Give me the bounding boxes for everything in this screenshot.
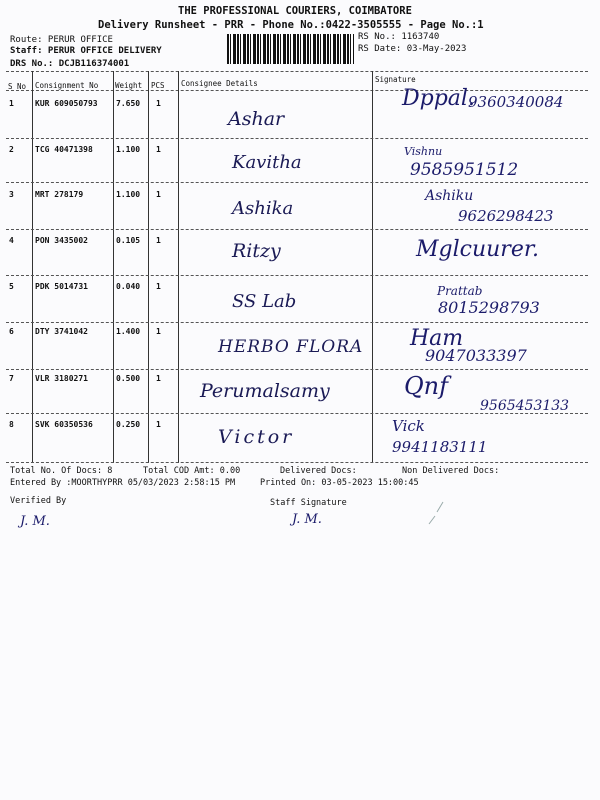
- row-weight: 0.040: [116, 282, 141, 291]
- signature-scribble: Qnf: [404, 372, 449, 400]
- drs-number: DRS No.: DCJB116374001: [10, 59, 130, 69]
- staff-signature-label: Staff Signature: [270, 498, 347, 508]
- row-consignment: VLR 3180271: [35, 374, 88, 383]
- row-divider: [6, 369, 588, 370]
- col-header-consignment: Consignment No: [35, 81, 99, 90]
- row-consignee: HERBO FLORA: [218, 337, 364, 357]
- verified-by-label: Verified By: [10, 496, 67, 506]
- row-weight: 1.400: [116, 327, 141, 336]
- row-consignee: SS Lab: [232, 291, 297, 312]
- row-sno: 3: [9, 190, 14, 199]
- col-divider: [148, 71, 149, 463]
- row-pcs: 1: [156, 420, 161, 429]
- runsheet-title: Delivery Runsheet - PRR - Phone No.:0422-3505555 - Page No.:1: [98, 19, 484, 31]
- row-consignee: Ritzy: [232, 240, 281, 262]
- staff-label: Staff: PERUR OFFICE DELIVERY: [10, 46, 162, 56]
- row-consignment: KUR 609050793: [35, 99, 98, 108]
- row-sno: 1: [9, 99, 14, 108]
- delivered-docs: Delivered Docs:: [280, 466, 357, 476]
- verified-initials: J. M.: [20, 514, 50, 529]
- signature-scribble: Dppal.: [402, 86, 475, 111]
- row-consignment: PON 3435002: [35, 236, 88, 245]
- row-weight: 0.500: [116, 374, 141, 383]
- row-divider: [6, 138, 588, 139]
- company-name: THE PROFESSIONAL COURIERS, COIMBATORE: [178, 5, 412, 17]
- row-phone: 8015298793: [438, 298, 540, 317]
- pen-mark: [425, 498, 455, 528]
- total-cod: Total COD Amt: 0.00: [143, 466, 241, 476]
- col-header-consignee: Consignee Details: [181, 79, 258, 88]
- row-sno: 7: [9, 374, 14, 383]
- row-consignment: TCG 40471398: [35, 145, 93, 154]
- row-consignee: Kavitha: [232, 152, 302, 173]
- row-pcs: 1: [156, 374, 161, 383]
- row-sno: 6: [9, 327, 14, 336]
- row-sno: 4: [9, 236, 14, 245]
- row-phone: 9941183111: [392, 438, 488, 456]
- col-divider: [32, 71, 33, 463]
- row-sno: 2: [9, 145, 14, 154]
- entered-by: Entered By :MOORTHYPRR 05/03/2023 2:58:15 PM: [10, 478, 236, 488]
- row-weight: 1.100: [116, 190, 141, 199]
- row-divider: [6, 275, 588, 276]
- signature-scribble: Ashiku: [425, 188, 474, 204]
- row-consignee: Perumalsamy: [200, 380, 330, 402]
- col-header-signature: Signature: [375, 75, 416, 84]
- row-consignment: SVK 60350536: [35, 420, 93, 429]
- rs-number: RS No.: 1163740: [358, 32, 440, 42]
- row-phone: 9585951512: [410, 160, 519, 180]
- printed-on: Printed On: 03-05-2023 15:00:45: [260, 478, 419, 488]
- row-sno: 8: [9, 420, 14, 429]
- row-consignment: MRT 278179: [35, 190, 84, 199]
- non-delivered-docs: Non Delivered Docs:: [402, 466, 500, 476]
- row-phone: 9047033397: [425, 346, 527, 365]
- row-pcs: 1: [156, 190, 161, 199]
- row-consignment: PDK 5014731: [35, 282, 88, 291]
- row-consignee: Victor: [218, 426, 295, 448]
- row-weight: 0.250: [116, 420, 141, 429]
- signature-scribble: Ham: [410, 326, 464, 351]
- row-phone: 9626298423: [458, 207, 554, 225]
- col-header-pcs: PCS: [151, 81, 165, 90]
- row-divider: [6, 413, 588, 414]
- row-weight: 1.100: [116, 145, 141, 154]
- table-top-border: [6, 71, 588, 72]
- staff-initials: J. M.: [292, 512, 322, 527]
- route-label: Route: PERUR OFFICE: [10, 35, 113, 45]
- row-pcs: 1: [156, 282, 161, 291]
- col-divider: [372, 71, 373, 463]
- row-phone: 9565453133: [480, 398, 570, 414]
- row-consignee: Ashar: [228, 108, 285, 130]
- rs-date: RS Date: 03-May-2023: [358, 44, 467, 54]
- col-divider: [178, 71, 179, 463]
- row-pcs: 1: [156, 236, 161, 245]
- row-pcs: 1: [156, 327, 161, 336]
- col-divider: [113, 71, 114, 463]
- row-sno: 5: [9, 282, 14, 291]
- col-header-sno: S No: [8, 82, 27, 91]
- signature-scribble: Vick: [392, 417, 425, 435]
- row-divider: [6, 229, 588, 230]
- barcode: [227, 34, 354, 64]
- row-weight: 0.105: [116, 236, 141, 245]
- row-sig-name: Prattab: [437, 284, 483, 298]
- row-pcs: 1: [156, 145, 161, 154]
- row-sig-name: Vishnu: [404, 145, 443, 158]
- signature-scribble: Mglcuurer.: [416, 237, 539, 262]
- row-consignment: DTY 3741042: [35, 327, 88, 336]
- table-bottom-border: [6, 462, 588, 463]
- row-phone: 9360340084: [468, 93, 564, 111]
- row-divider: [6, 322, 588, 323]
- row-pcs: 1: [156, 99, 161, 108]
- col-header-weight: Weight: [115, 81, 143, 90]
- row-divider: [6, 182, 588, 183]
- total-docs: Total No. Of Docs: 8: [10, 466, 113, 476]
- row-consignee: Ashika: [232, 198, 294, 219]
- header-bottom-border: [6, 90, 588, 91]
- row-weight: 7.650: [116, 99, 141, 108]
